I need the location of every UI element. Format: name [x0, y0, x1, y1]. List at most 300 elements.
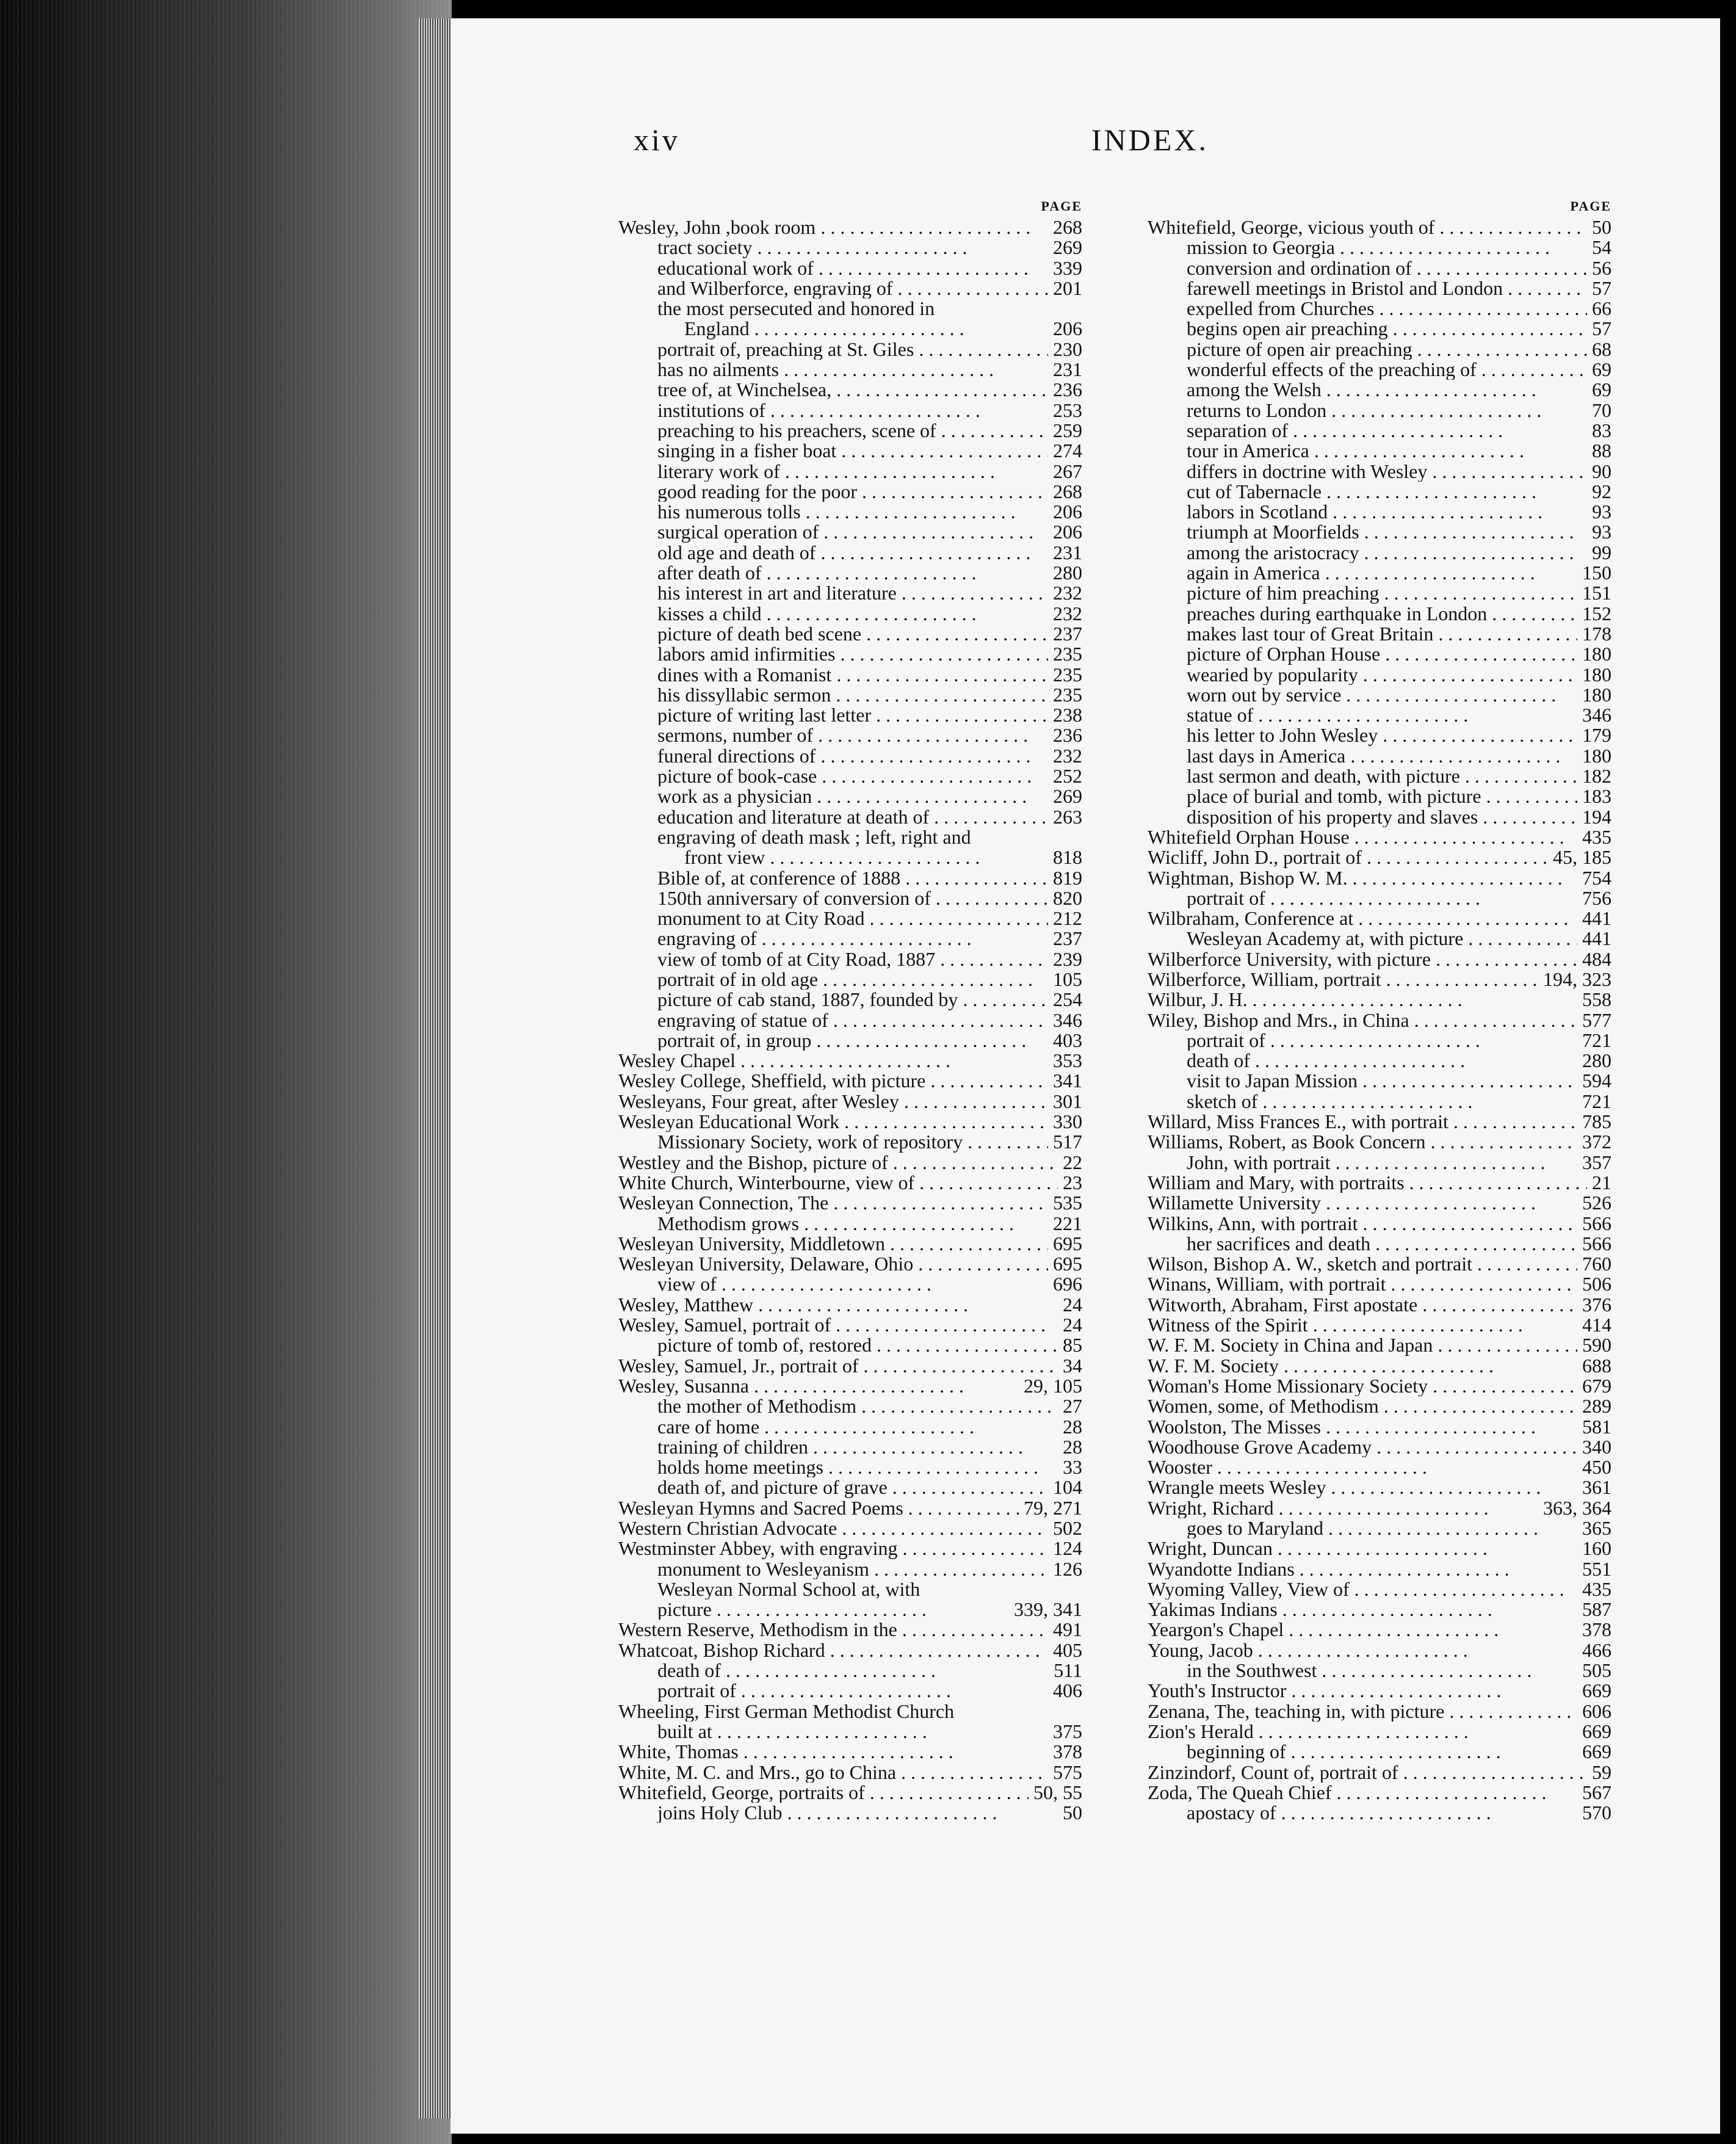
index-subentry: [1148, 258, 1611, 278]
index-entry: [1148, 1193, 1611, 1213]
entry-page-number: 268: [1053, 480, 1082, 502]
entry-text: Woman's Home Missionary Society . .: [1148, 1376, 1577, 1396]
entry-text: the most persecuted and honored in: [657, 299, 935, 319]
entry-page-number: 339, 341: [1014, 1598, 1082, 1621]
entry-text: 150th anniversary of conversion of . .: [618, 888, 1048, 908]
index-subentry: [1148, 624, 1611, 644]
entry-page-number: 760: [1582, 1253, 1611, 1275]
entry-text: engraving of statue of . .: [618, 1010, 1048, 1030]
entry-page-number: 341: [1053, 1070, 1082, 1092]
index-subentry: [1148, 1234, 1611, 1254]
entry-page-number: 517: [1053, 1131, 1082, 1153]
index-subentry: [1148, 462, 1611, 482]
entry-page-number: 79, 271: [1024, 1496, 1082, 1519]
entry-page-number: 160: [1582, 1537, 1611, 1560]
entry-page-number: 69: [1592, 358, 1611, 381]
entry-page-number: 575: [1053, 1761, 1082, 1783]
entry-page-number: 403: [1053, 1029, 1082, 1051]
index-entry: [1148, 1599, 1611, 1620]
entry-text: Wesley, Samuel, portrait of . .: [618, 1315, 1058, 1335]
entry-text: Western Reserve, Methodism in the . .: [618, 1620, 1048, 1640]
entry-text: disposition of his property and slaves . .: [1148, 807, 1577, 827]
entry-page-number: 484: [1582, 947, 1611, 970]
entry-text: among the Welsh . .: [1148, 380, 1587, 400]
entry-text: portrait of in old age . .: [618, 969, 1048, 990]
index-entry: [1148, 1538, 1611, 1559]
index-subentry: [618, 543, 1082, 563]
entry-page-number: [1077, 827, 1082, 847]
entry-page-number: 570: [1582, 1802, 1611, 1824]
entry-text: Wesleyan University, Delaware, Ohio . .: [618, 1254, 1048, 1274]
entry-text: separation of . .: [1148, 421, 1587, 441]
entry-text: Wesleyan Academy at, with picture . .: [1148, 929, 1577, 949]
entry-text: Wightman, Bishop W. M. . .: [1148, 868, 1577, 888]
index-entry: [618, 1356, 1082, 1376]
entry-text: Wesleyan Connection, The . .: [618, 1193, 1048, 1213]
entry-page-number: 66: [1592, 297, 1611, 320]
entry-text: farewell meetings in Bristol and London . .: [1148, 278, 1587, 299]
index-subentry: [1148, 563, 1611, 583]
entry-page-number: 206: [1053, 317, 1082, 340]
index-subentry: [1148, 339, 1611, 360]
entry-page-number: 237: [1053, 622, 1082, 645]
index-subentry: [618, 705, 1082, 725]
index-subentry: [618, 746, 1082, 766]
index-subentry: [618, 1010, 1082, 1030]
entry-text: Wilkins, Ann, with portrait . .: [1148, 1214, 1577, 1234]
entry-text: conversion and ordination of . .: [1148, 258, 1587, 278]
entry-page-number: 361: [1582, 1476, 1611, 1499]
entry-page-number: 441: [1582, 907, 1611, 930]
entry-page-number: 28: [1063, 1435, 1082, 1458]
index-subentry: [1148, 360, 1611, 380]
entry-text: and Wilberforce, engraving of . .: [618, 278, 1048, 299]
index-subentry: [1148, 1092, 1611, 1112]
entry-text: picture of death bed scene . .: [618, 624, 1048, 644]
page-title: INDEX.: [1091, 123, 1209, 157]
entry-page-number: 221: [1053, 1212, 1082, 1234]
entry-text: tour in America . .: [1148, 441, 1587, 461]
entry-text: dines with a Romanist . .: [618, 665, 1048, 685]
entry-text: Wrangle meets Wesley . .: [1148, 1477, 1577, 1498]
entry-text: triumph at Moorfields . .: [1148, 522, 1587, 542]
index-subentry: [1148, 604, 1611, 624]
entry-text: sketch of . .: [1148, 1092, 1577, 1112]
entry-text: expelled from Churches . .: [1148, 299, 1587, 319]
entry-page-number: 24: [1063, 1293, 1082, 1316]
index-subentry: [618, 441, 1082, 461]
entry-page-number: 505: [1582, 1659, 1611, 1682]
entry-text: Wesley Chapel . .: [618, 1051, 1048, 1071]
entry-page-number: 179: [1582, 724, 1611, 747]
entry-text: Young, Jacob . .: [1148, 1640, 1577, 1661]
index-entry: [618, 1376, 1082, 1396]
entry-text: picture of Orphan House . .: [1148, 644, 1577, 664]
entry-page-number: 511: [1054, 1659, 1082, 1682]
entry-text: White, M. C. and Mrs., go to China . .: [618, 1762, 1048, 1783]
entry-page-number: 526: [1582, 1192, 1611, 1214]
entry-text: engraving of . .: [618, 929, 1048, 949]
index-subentry: [618, 604, 1082, 624]
index-column-right: [1148, 195, 1611, 1823]
entry-text: his interest in art and literature . .: [618, 583, 1048, 603]
entry-page-number: 566: [1582, 1232, 1611, 1255]
entry-page-number: 269: [1053, 785, 1082, 808]
entry-page-number: 56: [1592, 256, 1611, 279]
index-entry: [1148, 827, 1611, 847]
entry-page-number: 29, 105: [1024, 1374, 1082, 1397]
entry-text: Wyoming Valley, View of . .: [1148, 1579, 1577, 1599]
index-subentry: [618, 1803, 1082, 1823]
entry-page-number: 566: [1582, 1212, 1611, 1234]
index-subentry: [618, 563, 1082, 583]
entry-page-number: 59: [1592, 1761, 1611, 1783]
entry-page-number: 567: [1582, 1781, 1611, 1803]
entry-text: W. F. M. Society in China and Japan . .: [1148, 1335, 1577, 1355]
index-subentry: [1148, 766, 1611, 786]
index-entry: [1148, 1620, 1611, 1640]
entry-page-number: 93: [1592, 501, 1611, 523]
entry-text: Woolston, The Misses . .: [1148, 1417, 1577, 1437]
index-entry: [618, 1193, 1082, 1213]
entry-page-number: 269: [1053, 236, 1082, 259]
index-subentry: [618, 644, 1082, 664]
entry-text: Wilbur, J. H. . .: [1148, 990, 1577, 1010]
entry-text: Woodhouse Grove Academy . .: [1148, 1437, 1577, 1457]
entry-page-number: 92: [1592, 480, 1611, 502]
entry-page-number: 232: [1053, 602, 1082, 625]
entry-text: education and literature at death of . .: [618, 807, 1048, 827]
entry-page-number: 346: [1582, 704, 1611, 726]
entry-page-number: 54: [1592, 236, 1611, 259]
index-subentry: [618, 1599, 1082, 1620]
index-subentry: [618, 665, 1082, 685]
index-subentry: [618, 1579, 1082, 1599]
index-entry: [618, 1640, 1082, 1661]
entry-page-number: 606: [1582, 1700, 1611, 1722]
entry-page-number: 435: [1582, 1577, 1611, 1600]
index-subentry: [618, 786, 1082, 806]
index-subentry: [618, 624, 1082, 644]
entry-text: Wilson, Bishop A. W., sketch and portrait . .: [1148, 1254, 1577, 1274]
index-entry: [618, 1112, 1082, 1132]
entry-text: portrait of . .: [618, 1681, 1048, 1701]
entry-text: his dissyllabic sermon . .: [618, 685, 1048, 705]
entry-page-number: 24: [1063, 1314, 1082, 1336]
entry-text: Winans, William, with portrait . .: [1148, 1274, 1577, 1294]
entry-page-number: 151: [1582, 582, 1611, 604]
entry-text: begins open air preaching . .: [1148, 319, 1587, 339]
entry-page-number: 238: [1053, 704, 1082, 726]
index-entry: [1148, 1498, 1611, 1518]
index-entry: [618, 1701, 1082, 1722]
entry-text: Wesley, Matthew . .: [618, 1295, 1058, 1315]
index-subentry: [1148, 237, 1611, 258]
entry-page-number: 90: [1592, 460, 1611, 482]
index-entry: [618, 1051, 1082, 1071]
entry-text: in the Southwest . .: [1148, 1661, 1577, 1681]
entry-page-number: 375: [1053, 1720, 1082, 1742]
index-subentry: [1148, 1051, 1611, 1071]
index-subentry: [618, 319, 1082, 339]
entry-page-number: 212: [1053, 907, 1082, 930]
entry-text: Willard, Miss Frances E., with portrait . .: [1148, 1112, 1577, 1132]
entry-text: portrait of . .: [1148, 1030, 1577, 1051]
entry-text: White, Thomas . .: [618, 1742, 1048, 1762]
entry-page-number: 820: [1053, 886, 1082, 909]
entry-text: Methodism grows . .: [618, 1214, 1048, 1234]
entry-text: again in America . .: [1148, 563, 1577, 583]
entry-page-number: 818: [1053, 846, 1082, 869]
entry-text: educational work of . .: [618, 258, 1048, 278]
page-column-label: PAGE: [1570, 198, 1611, 214]
entry-page-number: 254: [1053, 988, 1082, 1011]
index-subentry: [618, 1335, 1082, 1355]
index-entry: [618, 1234, 1082, 1254]
entry-text: Witness of the Spirit . .: [1148, 1315, 1577, 1335]
entry-page-number: 83: [1592, 419, 1611, 441]
entry-text: picture of open air preaching . .: [1148, 339, 1587, 360]
entry-text: Wright, Duncan . .: [1148, 1538, 1577, 1559]
index-subentry: [618, 1722, 1082, 1742]
entry-page-number: 236: [1053, 724, 1082, 747]
entry-page-number: 450: [1582, 1456, 1611, 1479]
entry-text: sermons, number of . .: [618, 725, 1048, 745]
entry-page-number: 551: [1582, 1557, 1611, 1580]
index-subentry: [1148, 786, 1611, 806]
entry-text: monument to Wesleyanism . .: [618, 1559, 1048, 1579]
entry-text: Women, some, of Methodism . .: [1148, 1396, 1577, 1416]
entry-page-number: 502: [1053, 1517, 1082, 1539]
index-subentry: [618, 1030, 1082, 1051]
page-column-label: PAGE: [1041, 198, 1082, 214]
index-entry: [1148, 1701, 1611, 1722]
entry-page-number: 263: [1053, 805, 1082, 828]
entry-text: Wooster . .: [1148, 1457, 1577, 1477]
entry-text: returns to London . .: [1148, 400, 1587, 421]
entry-page-number: 126: [1053, 1557, 1082, 1580]
index-subentry: [1148, 543, 1611, 563]
index-page: [450, 18, 1720, 2134]
entry-page-number: 819: [1053, 866, 1082, 889]
index-subentry: [1148, 1661, 1611, 1681]
entry-text: Whitefield, George, portraits of . .: [618, 1783, 1029, 1803]
entry-page-number: 695: [1053, 1253, 1082, 1275]
index-subentry: [1148, 1742, 1611, 1762]
entry-page-number: 45, 185: [1553, 846, 1611, 869]
index-subentry: [1148, 421, 1611, 441]
entry-text: Westminster Abbey, with engraving . .: [618, 1538, 1048, 1559]
entry-text: care of home . .: [618, 1417, 1058, 1437]
entry-text: death of, and picture of grave . .: [618, 1477, 1048, 1498]
entry-page-number: 180: [1582, 683, 1611, 706]
entry-text: Wesleyans, Four great, after Wesley . .: [618, 1092, 1048, 1112]
entry-page-number: 340: [1582, 1435, 1611, 1458]
entry-page-number: 267: [1053, 460, 1082, 482]
entry-text: after death of . .: [618, 563, 1048, 583]
entry-page-number: 28: [1063, 1415, 1082, 1438]
index-subentry: [1148, 299, 1611, 319]
entry-page-number: 235: [1053, 643, 1082, 665]
index-subentry: [618, 969, 1082, 990]
entry-page-number: 669: [1582, 1740, 1611, 1763]
entry-page-number: 365: [1582, 1517, 1611, 1539]
entry-page-number: 696: [1053, 1273, 1082, 1295]
index-entry: [618, 1762, 1082, 1783]
entry-text: among the aristocracy . .: [1148, 543, 1587, 563]
index-entry: [1148, 1132, 1611, 1152]
entry-page-number: 235: [1053, 663, 1082, 686]
entry-page-number: 594: [1582, 1070, 1611, 1092]
entry-text: place of burial and tomb, with picture . .: [1148, 786, 1577, 806]
entry-text: preaches during earthquake in London . .: [1148, 604, 1577, 624]
entry-text: her sacrifices and death . .: [1148, 1234, 1577, 1254]
entry-text: Wicliff, John D., portrait of . .: [1148, 847, 1548, 867]
index-entry: [618, 1498, 1082, 1518]
index-subentry: [618, 1214, 1082, 1234]
entry-text: portrait of, preaching at St. Giles . .: [618, 339, 1048, 360]
entry-page-number: 363, 364: [1543, 1496, 1611, 1519]
entry-page-number: 754: [1582, 866, 1611, 889]
index-entry: [618, 1315, 1082, 1335]
entry-text: funeral directions of . .: [618, 746, 1048, 766]
entry-text: Wesleyan Educational Work . .: [618, 1112, 1048, 1132]
entry-text: Wilberforce, William, portrait . .: [1148, 969, 1538, 990]
entry-text: Wesleyan Normal School at, with: [657, 1579, 920, 1600]
index-subentry: [1148, 1518, 1611, 1538]
entry-page-number: 695: [1053, 1232, 1082, 1255]
entry-text: view of tomb of at City Road, 1887 . .: [618, 949, 1048, 969]
index-subentry: [618, 299, 1082, 319]
index-subentry: [618, 482, 1082, 502]
index-column-left: [618, 195, 1082, 1823]
entry-text: Wesley, John ,book room . .: [618, 217, 1048, 237]
index-subentry: [618, 1437, 1082, 1457]
index-entry: [1148, 1356, 1611, 1376]
entry-page-number: 23: [1063, 1171, 1082, 1193]
entry-page-number: 150: [1582, 562, 1611, 584]
index-subentry: [1148, 1803, 1611, 1823]
entry-page-number: 180: [1582, 643, 1611, 665]
entry-page-number: 378: [1582, 1618, 1611, 1641]
entry-text: joins Holy Club . .: [618, 1803, 1058, 1823]
entry-page-number: 558: [1582, 988, 1611, 1011]
entry-text: Yakimas Indians . .: [1148, 1599, 1577, 1620]
entry-page-number: 274: [1053, 440, 1082, 462]
entry-text: White Church, Winterbourne, view of . .: [618, 1173, 1058, 1193]
entry-text: Whitefield Orphan House . .: [1148, 827, 1577, 847]
index-subentry: [1148, 441, 1611, 461]
index-entry: [1148, 1559, 1611, 1579]
entry-page-number: 435: [1582, 825, 1611, 848]
entry-page-number: 178: [1582, 622, 1611, 645]
index-subentry: [1148, 583, 1611, 603]
entry-text: picture . .: [618, 1599, 1009, 1620]
entry-text: has no ailments . .: [618, 360, 1048, 380]
index-entry: [1148, 1783, 1611, 1803]
index-entry: [1148, 1315, 1611, 1335]
index-entry: [1148, 1214, 1611, 1234]
entry-text: Whatcoat, Bishop Richard . .: [618, 1640, 1048, 1661]
entry-page-number: 405: [1053, 1639, 1082, 1661]
entry-text: preaching to his preachers, scene of . .: [618, 421, 1048, 441]
entry-page-number: 253: [1053, 399, 1082, 421]
entry-text: monument to at City Road . .: [618, 908, 1048, 929]
entry-text: Western Christian Advocate . .: [618, 1518, 1048, 1538]
entry-page-number: 152: [1582, 602, 1611, 625]
index-subentry: [618, 462, 1082, 482]
entry-page-number: 506: [1582, 1273, 1611, 1295]
entry-text: old age and death of . .: [618, 543, 1048, 563]
index-subentry: [618, 522, 1082, 542]
entry-text: Wesley College, Sheffield, with picture . .: [618, 1071, 1048, 1091]
entry-page-number: 206: [1053, 501, 1082, 523]
entry-page-number: 57: [1592, 277, 1611, 299]
entry-text: tree of, at Winchelsea, . .: [618, 380, 1048, 400]
index-subentry: [618, 1477, 1082, 1498]
index-subentry: [618, 421, 1082, 441]
entry-page-number: 376: [1582, 1293, 1611, 1316]
index-subentry: [1148, 1153, 1611, 1173]
index-subentry: [1148, 929, 1611, 949]
entry-page-number: 68: [1592, 338, 1611, 360]
entry-text: mission to Georgia . .: [1148, 237, 1587, 258]
index-entry: [618, 1620, 1082, 1640]
index-entry: [1148, 1457, 1611, 1477]
entry-text: Zenana, The, teaching in, with picture . .: [1148, 1701, 1577, 1722]
index-subentry: [618, 1681, 1082, 1701]
index-entry: [1148, 847, 1611, 867]
entry-text: his letter to John Wesley . .: [1148, 725, 1577, 745]
index-subentry: [1148, 278, 1611, 299]
index-subentry: [618, 278, 1082, 299]
index-entry: [1148, 217, 1611, 237]
entry-text: death of . .: [618, 1661, 1049, 1681]
index-entry: [618, 1295, 1082, 1315]
index-subentry: [1148, 400, 1611, 421]
entry-page-number: 406: [1053, 1679, 1082, 1702]
entry-text: cut of Tabernacle . .: [1148, 482, 1587, 502]
entry-text: picture of cab stand, 1887, founded by . .: [618, 990, 1048, 1010]
index-subentry: [618, 502, 1082, 522]
index-subentry: [618, 258, 1082, 278]
index-entry: [618, 1538, 1082, 1559]
book-spine-edge: [0, 0, 452, 2144]
index-entry: [618, 1071, 1082, 1091]
index-entry: [1148, 1477, 1611, 1498]
entry-text: singing in a fisher boat . .: [618, 441, 1048, 461]
entry-text: Wesleyan Hymns and Sacred Poems . .: [618, 1498, 1019, 1518]
entry-page-number: 756: [1582, 886, 1611, 909]
entry-page-number: 236: [1053, 378, 1082, 401]
index-entry: [1148, 868, 1611, 888]
entry-text: Zoda, The Queah Chief . .: [1148, 1783, 1577, 1803]
index-entry: [1148, 990, 1611, 1010]
entry-page-number: 69: [1592, 378, 1611, 401]
index-entry: [618, 1254, 1082, 1274]
entry-page-number: [1077, 1579, 1082, 1599]
index-subentry: [618, 908, 1082, 929]
index-subentry: [1148, 1030, 1611, 1051]
entry-page-number: 231: [1053, 541, 1082, 563]
entry-text: Westley and the Bishop, picture of . .: [618, 1153, 1058, 1173]
index-entry: [618, 217, 1082, 237]
entry-text: Wilbraham, Conference at . .: [1148, 908, 1577, 929]
entry-page-number: 353: [1053, 1049, 1082, 1072]
entry-page-number: 378: [1053, 1740, 1082, 1763]
entry-text: W. F. M. Society . .: [1148, 1356, 1577, 1376]
entry-text: Zion's Herald . .: [1148, 1722, 1577, 1742]
